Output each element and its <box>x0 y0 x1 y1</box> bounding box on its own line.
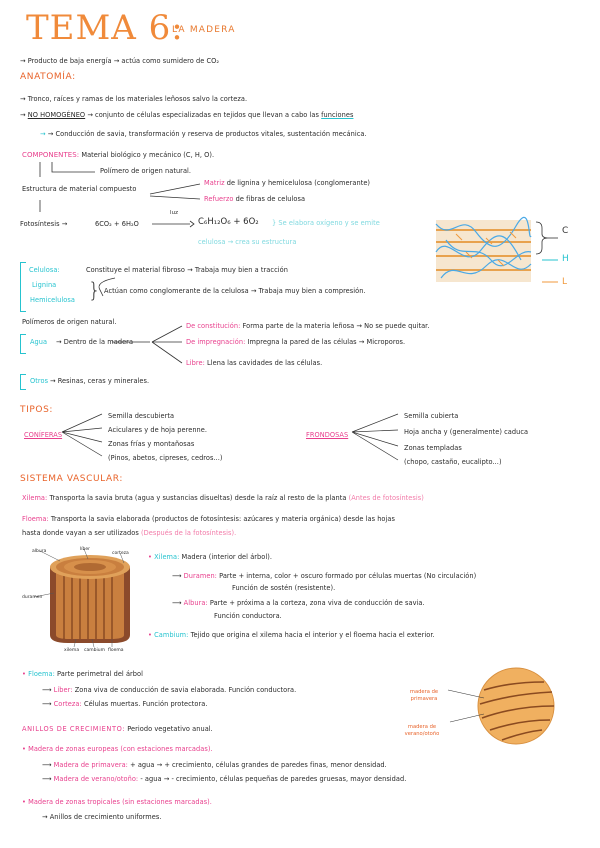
otros-text: → Resinas, ceras y minerales. <box>50 377 150 385</box>
frondosas-item-3: Zonas templadas <box>404 444 462 452</box>
libre-label: Libre: <box>186 359 205 367</box>
growth-rings-diagram <box>420 664 580 754</box>
zonas-europeas-text: Madera de zonas europeas (con estaciones marcadas). <box>28 745 213 753</box>
duramen-text2: Función de sostén (resistente). <box>232 584 336 592</box>
xilema-row <box>22 494 424 502</box>
fotosintesis-reactants: 6CO₂ + 6H₂O <box>95 220 139 228</box>
zonas-tropicales: • Madera de zonas tropicales (sin estaciones marcadas). <box>22 798 212 806</box>
trunk-label-cambium: cambium <box>84 648 105 653</box>
frondosas-item-4: (chopo, castaño, eucalipto...) <box>404 458 502 466</box>
impregnacion-text: Impregna la pared de las células → Microporos. <box>247 338 406 346</box>
hemicelulosa-label: Hemicelulosa <box>30 296 75 304</box>
xilema-detail-text: Madera (interior del árbol). <box>181 553 273 561</box>
polimeros-text: Polímeros de origen natural. <box>22 318 117 326</box>
componentes-heading: COMPONENTES: <box>22 151 80 159</box>
diagram-label-c: C <box>562 226 569 236</box>
xilema-note: (Antes de fotosíntesis) <box>348 494 424 502</box>
arrow-text: → <box>20 111 26 119</box>
fotosintesis-note2: celulosa → crea su estructura <box>198 238 297 246</box>
uniformes-text: → Anillos de crecimiento uniformes. <box>42 813 162 821</box>
verano-label: Madera de verano/otoño: <box>53 775 139 783</box>
primavera-row: ⟶ Madera de primavera: + agua → + crecimiento, células grandes de paredes finas, menor densidad. <box>42 761 387 769</box>
liber-text: Zona viva de conducción de savia elaborada. Función conductora. <box>74 686 297 694</box>
funciones-keyword: funciones <box>321 111 354 119</box>
floema-detail-label: Floema: <box>28 670 55 678</box>
trunk-label-albura: albura <box>32 549 47 554</box>
fotosintesis-label: Fotosíntesis → <box>20 220 68 228</box>
verano-text: - agua → - crecimiento, células pequeñas de paredes gruesas, mayor densidad. <box>140 775 407 783</box>
cambium-row: • Cambium: Tejido que origina el xilema hacia el interior y el floema hacia el exterior. <box>148 631 435 639</box>
zonas-europeas: • Madera de zonas europeas (con estaciones marcadas). <box>22 745 213 753</box>
celulosa-text: Constituye el material fibroso → Trabaja muy bien a tracción <box>86 266 288 274</box>
floema-detail-row: • Floema: Parte perimetral del árbol <box>22 670 144 678</box>
frondosas-item-1: Semilla cubierta <box>404 412 459 420</box>
xilema-detail-row: • Xilema: Madera (interior del árbol). <box>148 553 273 561</box>
fotosintesis-note: } Se elabora oxígeno y se emite <box>272 219 380 227</box>
otros-label: Otros <box>30 377 49 385</box>
fotosintesis-products: C₆H₁₂O₆ + 6O₂ <box>198 217 259 227</box>
celulosa-label: Celulosa: <box>29 266 60 274</box>
duramen-text: Parte + interna, color + oscuro formado por células muertas (No circulación) <box>219 572 477 580</box>
anillos-text: Periodo vegetativo anual. <box>127 725 213 733</box>
verano-row: ⟶ Madera de verano/otoño: - agua → - crecimiento, células pequeñas de paredes gruesas, mayor densidad. <box>42 775 407 783</box>
floema-row-2 <box>22 529 236 537</box>
trunk-label-duramen: duramen <box>22 595 43 600</box>
floema-note: (Después de la fotosíntesis). <box>140 529 237 537</box>
primavera-label: Madera de primavera: <box>53 761 128 769</box>
diagram-label-h: H <box>562 254 569 264</box>
intro-line: → Producto de baja energía → actúa como sumidero de CO₂ <box>20 57 220 65</box>
lignina-text: Actúan como conglomerante de la celulosa → Trabaja muy bien a compresión. <box>104 287 366 295</box>
agua-text: → Dentro de la madera <box>56 338 134 346</box>
floema-text2: hasta donde vayan a ser utilizados <box>22 529 139 537</box>
cyan-arrow: → <box>40 130 46 138</box>
cambium-text: Tejido que origina el xilema hacia el interior y el floema hacia el exterior. <box>190 631 435 639</box>
diagram-label-l: L <box>562 277 568 287</box>
albura-text2: Función conductora. <box>214 612 282 620</box>
coniferas-item-3: Zonas frías y montañosas <box>108 440 195 448</box>
refuerzo-label: Refuerzo <box>204 195 234 203</box>
vascular-heading: SISTEMA VASCULAR: <box>20 474 123 484</box>
coniferas-label: CONÍFERAS <box>24 431 63 439</box>
xilema-text: Transporta la savia bruta (agua y sustancias disueltas) desde la raíz al resto de la planta <box>49 494 347 502</box>
corteza-label: Corteza: <box>53 700 82 708</box>
albura-text: Parte + próxima a la corteza, zona viva de conducción de savia. <box>209 599 425 607</box>
floema-detail-text: Parte perimetral del árbol <box>57 670 144 678</box>
line2-rest: → conjunto de células especializadas en tejidos que llevan a cabo las <box>87 111 319 119</box>
xilema-label: Xilema: <box>22 494 48 502</box>
floema-row <box>22 515 395 523</box>
lignina-brace: } <box>88 278 101 302</box>
refuerzo-text: de fibras de celulosa <box>235 195 306 203</box>
coniferas-item-2: Aciculares y de hoja perenne. <box>108 426 208 434</box>
constitucion-label: De constitución: <box>186 322 241 330</box>
no-homogeneo-keyword: NO HOMOGÉNEO <box>27 111 86 119</box>
tipos-heading: TIPOS: <box>20 405 54 415</box>
cambium-label: Cambium: <box>154 631 189 639</box>
corteza-text: Células muertas. Función protectora. <box>83 700 208 708</box>
anillos-row <box>22 725 213 733</box>
trunk-label-liber: líber <box>80 547 90 552</box>
zonas-tropicales-text: Madera de zonas tropicales (sin estaciones marcadas). <box>28 798 212 806</box>
coniferas-item-1: Semilla descubierta <box>108 412 175 420</box>
duramen-label: Duramen: <box>183 572 217 580</box>
albura-row: ⟶ Albura: Parte + próxima a la corteza, zona viva de conducción de savia. <box>172 599 425 607</box>
primavera-text: + agua → + crecimiento, células grandes de paredes finas, menor densidad. <box>130 761 387 769</box>
anillos-heading: ANILLOS DE CRECIMIENTO: <box>22 725 126 733</box>
anatomia-line1: → Tronco, raíces y ramas de los materiales leñosos salvo la corteza. <box>20 95 248 103</box>
coniferas-item-4: (Pinos, abetos, cipreses, cedros...) <box>108 454 223 462</box>
lignina-label: Lignina <box>32 281 57 289</box>
trunk-label-floema: floema <box>108 648 124 653</box>
estructura-text: Estructura de material compuesto <box>22 185 137 193</box>
frondosas-item-2: Hoja ancha y (generalmente) caduca <box>404 428 529 436</box>
floema-text: Transporta la savia elaborada (productos de fotosíntesis: azúcares y materia orgánica) desde las hojas <box>50 515 395 523</box>
trunk-label-corteza: corteza <box>112 551 129 556</box>
componentes-desc: Material biológico y mecánico (C, H, O). <box>81 151 215 159</box>
liber-row: ⟶ Líber: Zona viva de conducción de savia elaborada. Función conductora. <box>42 686 297 694</box>
libre-text: Llena las cavidades de las células. <box>207 359 323 367</box>
ring-label-primavera: madera de primavera <box>409 689 439 702</box>
matriz-label: Matriz <box>204 179 225 187</box>
page-title: TEMA 6: <box>26 8 184 48</box>
xilema-detail-label: Xilema: <box>154 553 180 561</box>
page-subtitle: LA MADERA <box>172 25 236 35</box>
luz-label: luz <box>170 210 179 216</box>
corteza-row: ⟶ Corteza: Células muertas. Función protectora. <box>42 700 208 708</box>
agua-label: Agua <box>30 338 48 346</box>
constitucion-text: Forma parte de la materia leñosa → No se puede quitar. <box>242 322 430 330</box>
ring-label-verano: madera de verano/otoño <box>404 724 440 737</box>
trunk-label-xilema: xilema <box>64 648 80 653</box>
anatomia-heading: ANATOMÍA: <box>20 72 76 82</box>
albura-label: Albura: <box>183 599 208 607</box>
impregnacion-label: De impregnación: <box>186 338 246 346</box>
floema-label: Floema: <box>22 515 49 523</box>
liber-label: Líber: <box>53 686 73 694</box>
matriz-text: de lignina y hemicelulosa (conglomerante) <box>226 179 371 187</box>
frondosas-label: FRONDOSAS <box>306 431 349 439</box>
duramen-row: ⟶ Duramen: Parte + interna, color + oscuro formado por células muertas (No circulación) <box>172 572 477 580</box>
polimero-text: Polímero de origen natural. <box>100 167 192 175</box>
anatomia-line3-text: → Conducción de savia, transformación y reserva de productos vitales, sustentación mecánica. <box>47 130 367 138</box>
